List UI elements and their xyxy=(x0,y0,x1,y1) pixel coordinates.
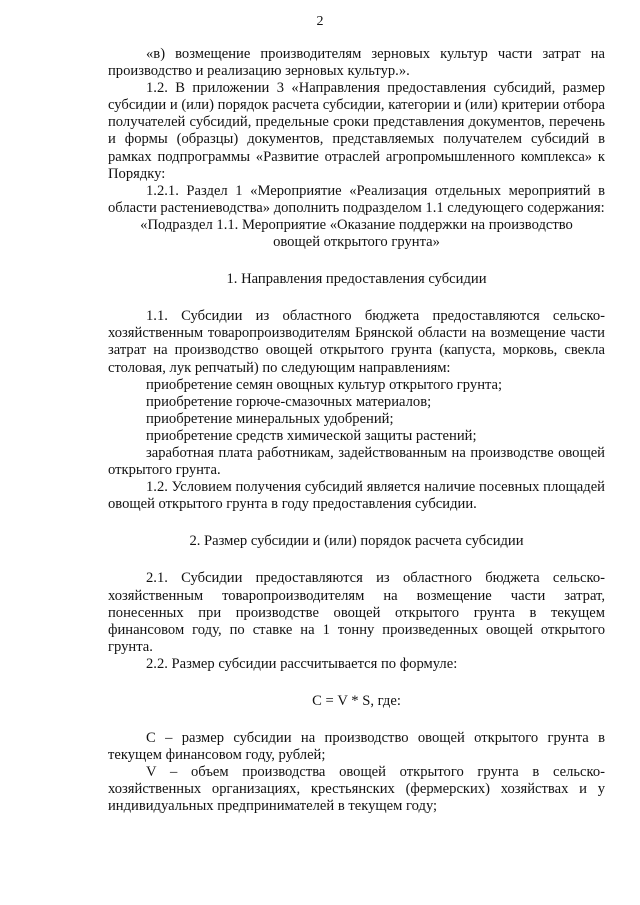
paragraph: «в) возмещение производителям зерновых культур части затрат на производство и реализацию зерновых культур.». xyxy=(108,46,605,80)
paragraph: 1.2. Условием получения субсидий является наличие посевных площадей овощей открытого грунта в году предоставления субсидии. xyxy=(108,479,605,513)
document-body xyxy=(108,46,605,816)
list-item: приобретение средств химической защиты растений; xyxy=(146,427,477,444)
list-item: приобретение минеральных удобрений; xyxy=(146,410,394,427)
paragraph: 1.2.1. Раздел 1 «Мероприятие «Реализация отдельных мероприятий в области растениеводства» дополнить подразделом 1.1 следующего содержания: xyxy=(108,182,605,216)
paragraph: заработная плата работникам, задействованным на производстве овощей открытого грунта. xyxy=(108,444,605,479)
subsection-title-line: овощей открытого грунта» xyxy=(273,234,440,251)
subsection-title-line: «Подраздел 1.1. Мероприятие «Оказание поддержки на производство xyxy=(140,216,573,233)
paragraph: 1.2. В приложении 3 «Направления предоставления субсидий, размер субсидии и (или) порядок расчета субсидии, категории и (или) критерии отбора получателей субсидий, предельные сроки представления документов, перечень и формы (образцы) документов, представляемых получателем субсидий в рамках подпрограммы «Развитие отраслей агропромышленного комплекса» к Порядку: xyxy=(108,80,605,182)
definition: V – объем производства овощей открытого грунта в сельско-хозяйственных организациях, крестьянских (фермерских) хозяйствах и у индивидуальных предпринимателей в текущем году; xyxy=(108,764,605,815)
list-item: приобретение семян овощных культур открытого грунта; xyxy=(146,376,503,393)
list-item: приобретение горюче-смазочных материалов; xyxy=(146,393,432,410)
page-number: 2 xyxy=(316,14,324,29)
section-heading: 2. Размер субсидии и (или) порядок расчета субсидии xyxy=(189,533,524,550)
definition: С – размер субсидии на производство овощей открытого грунта в текущем финансовом году, рублей; xyxy=(108,730,605,764)
formula: С = V * S, где: xyxy=(312,693,401,709)
paragraph: 1.1. Субсидии из областного бюджета предоставляются сельско-хозяйственным товаропроизводителям Брянской области на возмещение части затрат на производство овощей открытого грунта (капуста, морковь, свекла столовая, лук репчатый) по следующим направлениям: xyxy=(108,308,605,376)
subsection-title xyxy=(108,217,605,251)
paragraph: 2.2. Размер субсидии рассчитывается по формуле: xyxy=(146,655,458,672)
paragraph: 2.1. Субсидии предоставляются из областного бюджета сельско-хозяйственным товаропроизводителям на возмещение части затрат, понесенных при производстве овощей открытого грунта в текущем финансовом году, по ставке на 1 тонну произведенных овощей открытого грунта. xyxy=(108,570,605,655)
section-heading: 1. Направления предоставления субсидии xyxy=(226,271,487,288)
